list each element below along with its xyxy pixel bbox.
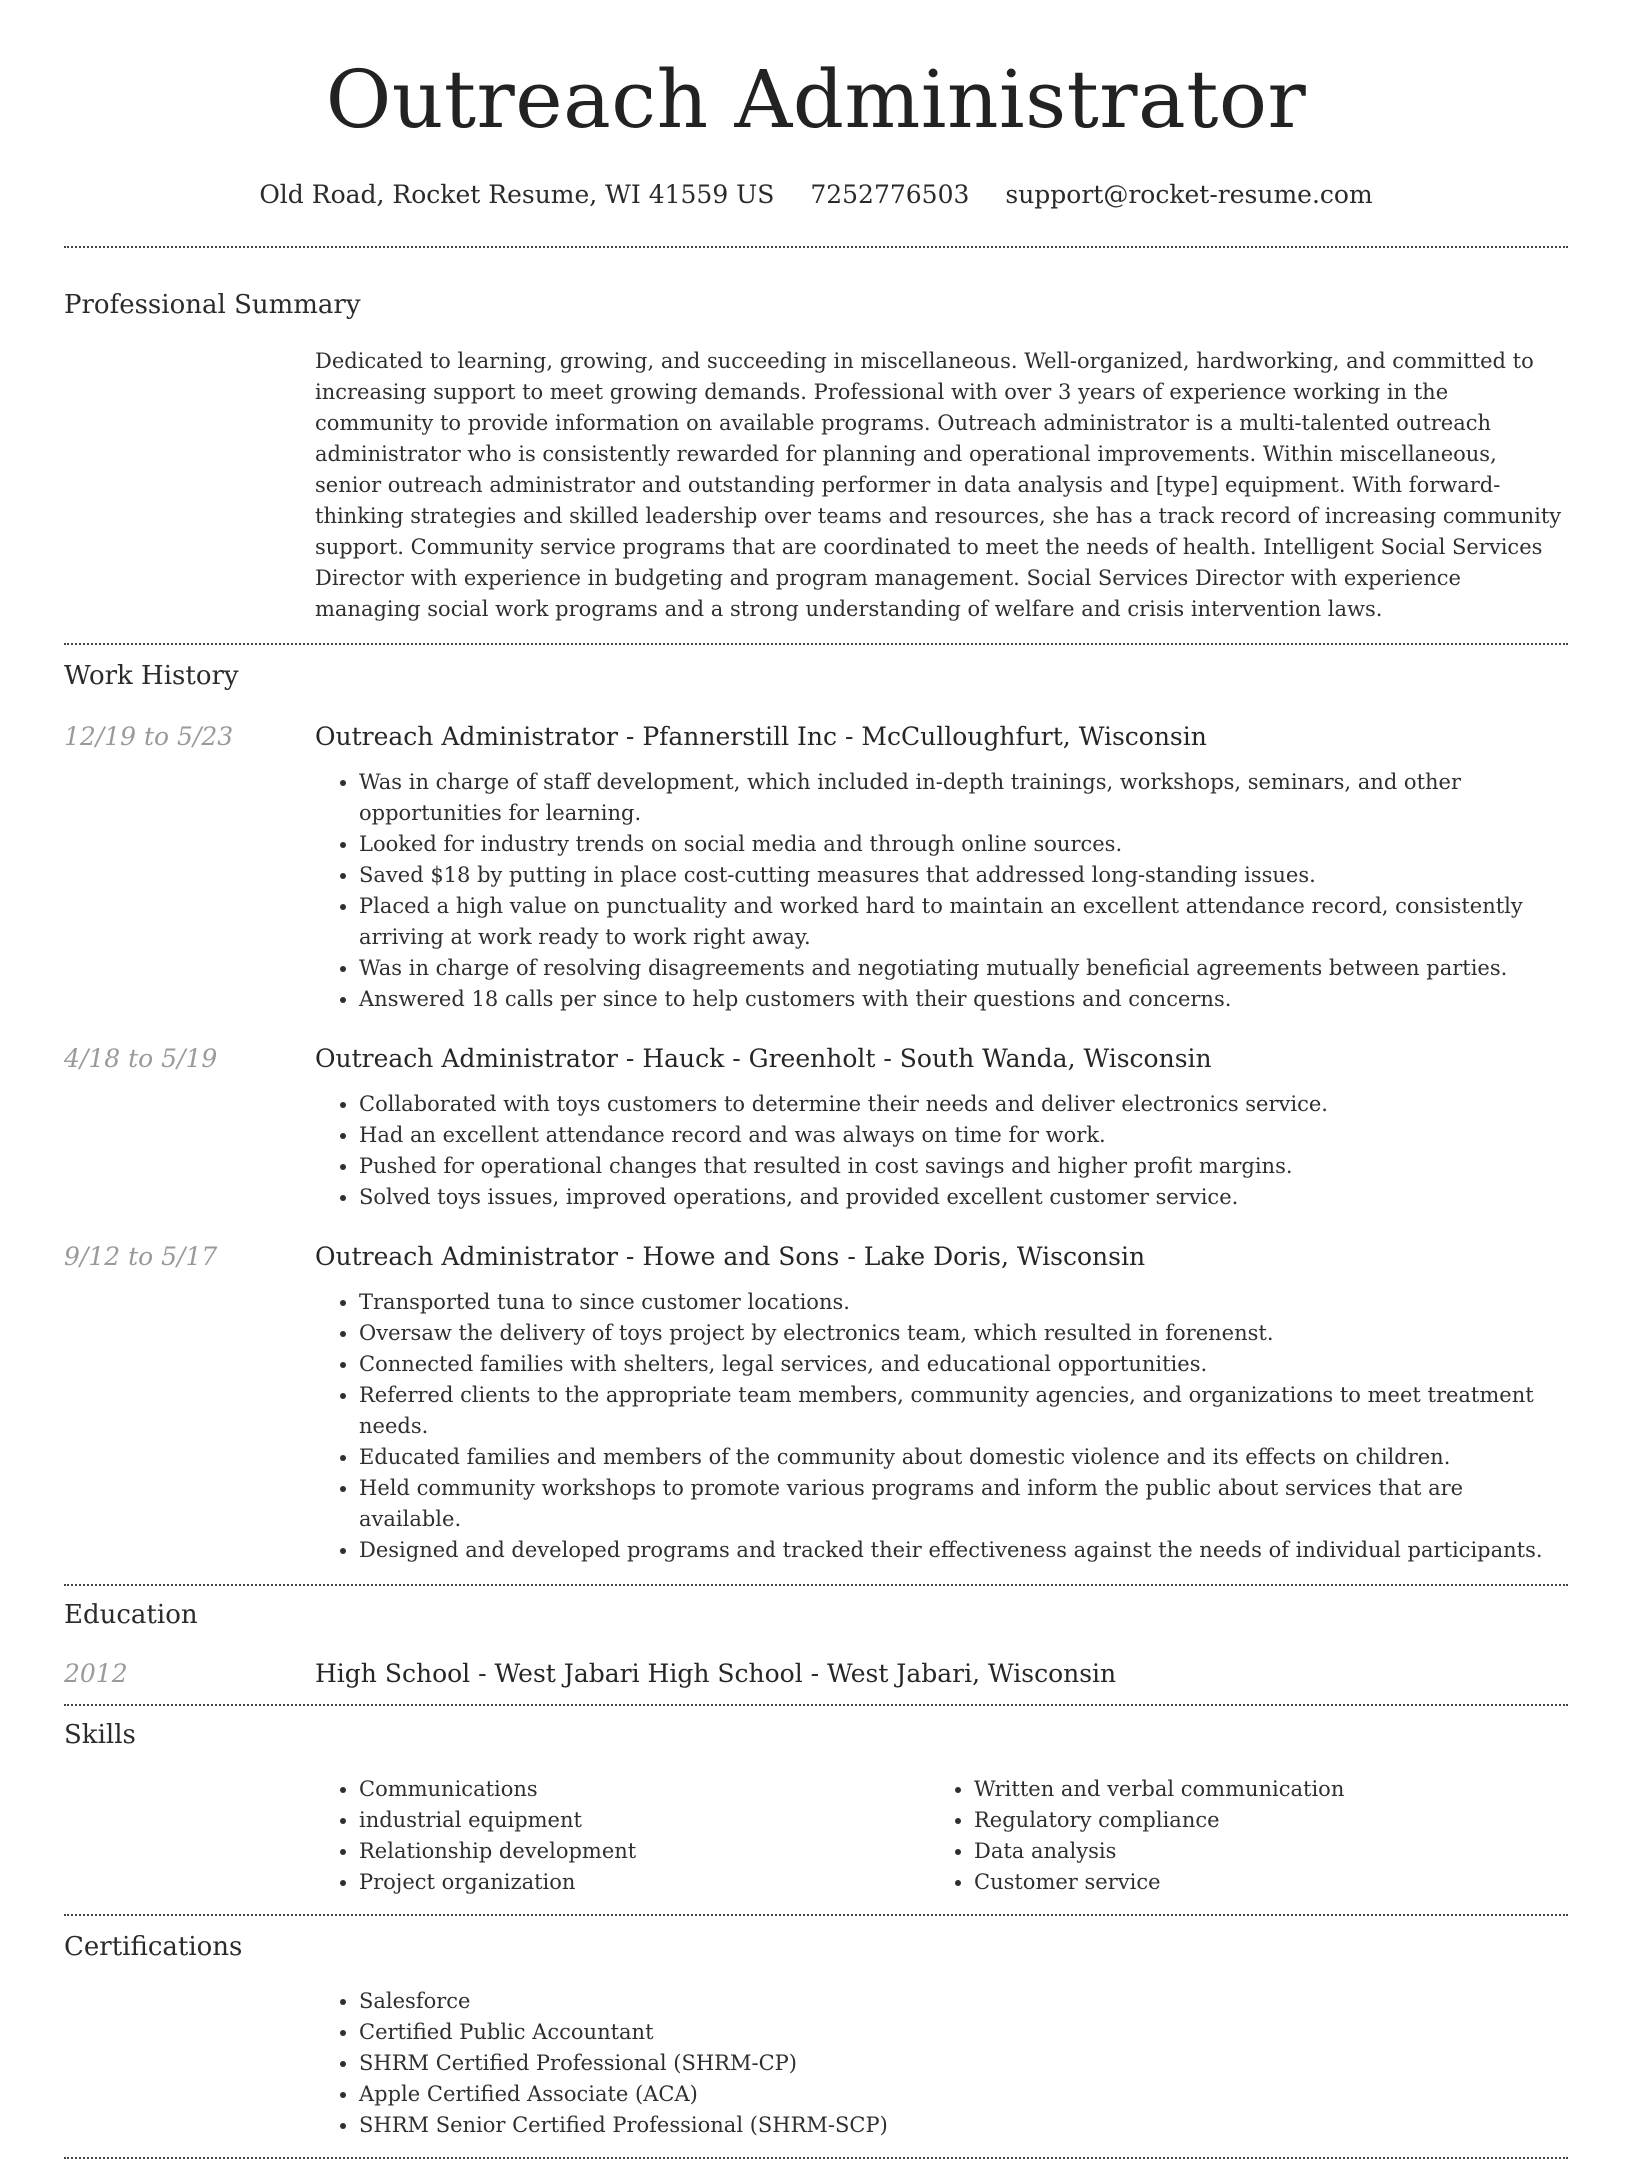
work-history-section — [64, 645, 1568, 1584]
job-body — [315, 1239, 1568, 1566]
section-title-work: Work History — [64, 661, 239, 691]
list-item: • Placed a high value on punctuality and worked hard to maintain an excellent attendance record, consistently arriving at work ready to work right away. — [359, 891, 1568, 953]
job-bullets — [315, 767, 1568, 1015]
job-entry — [64, 1239, 1568, 1584]
list-item: • Connected families with shelters, legal services, and educational opportunities. — [359, 1349, 1568, 1380]
education-heading: High School - West Jabari High School - West Jabari, Wisconsin — [315, 1659, 1117, 1688]
list-item: • Customer service — [974, 1867, 1545, 1898]
skills-section — [64, 1706, 1568, 1914]
list-item: • Looked for industry trends on social media and through online sources. — [359, 829, 1568, 860]
certifications-list — [315, 1986, 1568, 2157]
list-item: • Data analysis — [974, 1836, 1545, 1867]
list-item: • Apple Certified Associate (ACA) — [359, 2079, 1568, 2110]
resume-header — [64, 0, 1568, 212]
contact-address: Old Road, Rocket Resume, WI 41559 US — [259, 180, 775, 209]
list-item: • Designed and developed programs and tracked their effectiveness against the needs of individual participants. — [359, 1535, 1568, 1566]
job-date: 4/18 to 5/19 — [64, 1044, 218, 1073]
contact-phone: 7252776503 — [810, 180, 970, 209]
list-item: • SHRM Senior Certified Professional (SHRM-SCP) — [359, 2110, 1568, 2141]
contact-email: support@rocket-resume.com — [1005, 180, 1373, 209]
skills-column-left — [315, 1774, 930, 1898]
list-item: • Salesforce — [359, 1986, 1568, 2017]
list-item: • Relationship development — [359, 1836, 930, 1867]
education-section — [64, 1586, 1568, 1704]
candidate-name: Outreach Administrator — [325, 53, 1307, 146]
skills-column-right — [930, 1774, 1545, 1898]
education-year: 2012 — [64, 1659, 128, 1688]
job-heading: Outreach Administrator - Howe and Sons - Lake Doris, Wisconsin — [315, 1242, 1146, 1271]
list-item: • industrial equipment — [359, 1805, 930, 1836]
list-item: • Saved $18 by putting in place cost-cutting measures that addressed long-standing issues. — [359, 860, 1568, 891]
job-heading: Outreach Administrator - Pfannerstill Inc - McCulloughfurt, Wisconsin — [315, 722, 1207, 751]
job-date: 12/19 to 5/23 — [64, 722, 234, 751]
section-title-skills: Skills — [64, 1720, 136, 1750]
section-title-summary: Professional Summary — [64, 290, 361, 320]
job-body — [315, 719, 1568, 1015]
list-item: • Answered 18 calls per since to help customers with their questions and concerns. — [359, 984, 1568, 1015]
list-item: • Had an excellent attendance record and was always on time for work. — [359, 1120, 1568, 1151]
list-item: • Regulatory compliance — [974, 1805, 1545, 1836]
list-item: • Communications — [359, 1774, 930, 1805]
list-item: • Oversaw the delivery of toys project by electronics team, which resulted in forenenst. — [359, 1318, 1568, 1349]
list-item: • Certified Public Accountant — [359, 2017, 1568, 2048]
list-item: • Written and verbal communication — [974, 1774, 1545, 1805]
job-bullets — [315, 1287, 1568, 1566]
list-item: • Referred clients to the appropriate team members, community agencies, and organizations to meet treatment needs. — [359, 1380, 1568, 1442]
job-entry — [64, 719, 1568, 1015]
section-title-certifications: Certifications — [64, 1932, 243, 1962]
job-heading: Outreach Administrator - Hauck - Greenholt - South Wanda, Wisconsin — [315, 1044, 1212, 1073]
certifications-section — [64, 1916, 1568, 2157]
education-entry — [64, 1656, 1568, 1704]
list-item: • Project organization — [359, 1867, 930, 1898]
summary-text: Dedicated to learning, growing, and succeeding in miscellaneous. Well-organized, hardworking, and committed to increasing support to meet growing demands. Professional with over 3 years of experience working in the community to provide information on available programs. Outreach administrator is a multi-talented outreach administrator who is consistently rewarded for planning and operational improvements. Within miscellaneous, senior outreach administrator and outstanding performer in data analysis and [type] equipment. With forward-thinking strategies and skilled leadership over teams and resources, she has a track record of increasing community support. Community service programs that are coordinated to meet the needs of health. Intelligent Social Services Director with experience in budgeting and program management. Social Services Director with experience managing social work programs and a strong understanding of welfare and crisis intervention laws. — [315, 349, 1562, 621]
job-entry — [64, 1041, 1568, 1213]
skills-grid — [315, 1774, 1568, 1914]
job-date: 9/12 to 5/17 — [64, 1242, 218, 1271]
summary-section — [64, 248, 1568, 643]
list-item: • Solved toys issues, improved operations, and provided excellent customer service. — [359, 1182, 1568, 1213]
contact-line — [64, 178, 1568, 212]
list-item: • Collaborated with toys customers to determine their needs and deliver electronics service. — [359, 1089, 1568, 1120]
list-item: • Held community workshops to promote various programs and inform the public about services that are available. — [359, 1473, 1568, 1535]
list-item: • Was in charge of staff development, which included in-depth trainings, workshops, seminars, and other opportunities for learning. — [359, 767, 1568, 829]
job-body — [315, 1041, 1568, 1213]
section-title-education: Education — [64, 1600, 198, 1630]
list-item: • Pushed for operational changes that resulted in cost savings and higher profit margins. — [359, 1151, 1568, 1182]
list-item: • Transported tuna to since customer locations. — [359, 1287, 1568, 1318]
list-item: • Educated families and members of the community about domestic violence and its effects on children. — [359, 1442, 1568, 1473]
job-bullets — [315, 1089, 1568, 1213]
list-item: • SHRM Certified Professional (SHRM-CP) — [359, 2048, 1568, 2079]
list-item: • Was in charge of resolving disagreements and negotiating mutually beneficial agreements between parties. — [359, 953, 1568, 984]
